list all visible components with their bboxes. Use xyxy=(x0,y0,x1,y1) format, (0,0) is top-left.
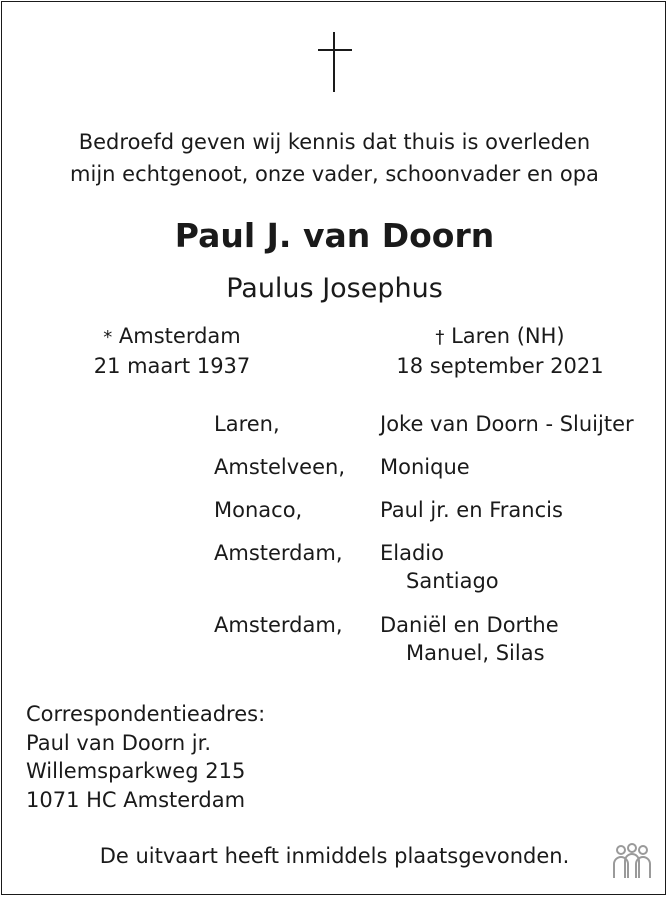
family-name: Santiago xyxy=(406,569,499,593)
family-names xyxy=(380,611,559,667)
intro-text xyxy=(0,126,669,190)
death-place: Laren (NH) xyxy=(451,324,565,348)
family-group-icon xyxy=(608,842,656,882)
intro-line-2: mijn echtgenoot, onze vader, schoonvader en opa xyxy=(70,162,599,186)
family-names xyxy=(380,410,634,438)
deceased-name: Paul J. van Doorn xyxy=(174,216,495,255)
intro-line-1: Bedroefd geven wij kennis dat thuis is overleden xyxy=(78,130,591,154)
family-place: Amsterdam, xyxy=(214,541,343,565)
family-name: Monique xyxy=(380,455,470,479)
birth-place: Amsterdam xyxy=(118,324,241,348)
family-names xyxy=(380,453,470,481)
family-place: Monaco, xyxy=(214,498,303,522)
family-place: Amstelveen, xyxy=(214,455,346,479)
birth-star-icon: * xyxy=(103,327,113,348)
footer-text: De uitvaart heeft inmiddels plaatsgevonden. xyxy=(99,844,570,868)
family-name: Daniël en Dorthe xyxy=(380,613,559,637)
death-info xyxy=(370,322,630,380)
family-name: Joke van Doorn - Sluijter xyxy=(380,412,634,436)
family-name: Manuel, Silas xyxy=(406,641,545,665)
family-name: Paul jr. en Francis xyxy=(380,498,563,522)
death-date: 18 september 2021 xyxy=(396,354,604,378)
family-place: Laren, xyxy=(214,412,280,436)
family-name: Eladio xyxy=(380,541,444,565)
cross-icon xyxy=(318,32,352,92)
correspondence-name: Paul van Doorn jr. xyxy=(26,730,212,755)
death-dagger-icon: † xyxy=(435,327,445,348)
correspondence-label: Correspondentieadres: xyxy=(26,702,266,726)
deceased-full-name: Paulus Josephus xyxy=(226,273,443,304)
birth-date: 21 maart 1937 xyxy=(93,354,251,378)
correspondence-address xyxy=(26,700,265,814)
birth-info xyxy=(42,322,302,380)
correspondence-city: 1071 HC Amsterdam xyxy=(26,787,246,812)
family-names xyxy=(380,496,563,524)
family-place: Amsterdam, xyxy=(214,613,343,637)
correspondence-street: Willemsparkweg 215 xyxy=(26,759,246,783)
family-names xyxy=(380,539,499,595)
